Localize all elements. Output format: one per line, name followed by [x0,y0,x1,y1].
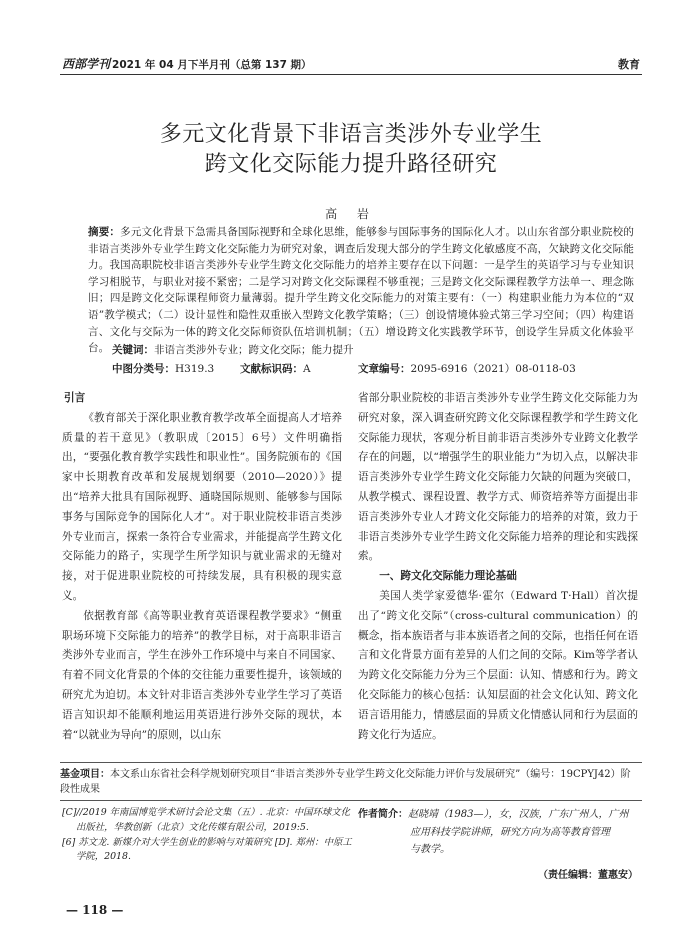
title-line-2: 跨文化交际能力提升路径研究 [204,152,498,177]
page-number: — 118 — [66,903,124,917]
funding-text: 本文系山东省社会科学规划研究项目“非语言类涉外专业学生跨文化交际能力评价与发展研究”（编号：19CPYJ42）阶段性成果 [60,769,631,795]
article-value: 2095-6916（2021）08-0118-03 [410,363,576,375]
abstract-text: 多元文化背景下急需具备国际视野和全球化思维，能够参与国际事务的国际化人才。以山东省部分职业院校的非语言类涉外专业学生跨文化交际能力为研究对象，调查后发现大部分的学生跨文化敏感度不高，欠缺跨文化交际能力。我国高职院校非语言类涉外专业学生跨文化交际能力的培养主要存在以下问题：一是学生的英语学习与专业知识学习相脱节，与职业对接不紧密；二是学习对跨文化交际课程不够重视；三是跨文化交际课程教学方法单一、理念陈旧；四是跨文化交际课程师资力量薄弱。提升学生跨文化交际能力的对策主要有：（一）构建职业能力为本位的“双语”教学模式；（二）设计显性和隐性双重嵌入型跨文化教学策略；（三）创设情境体验式第三学习空间；（四）构建语言、文化与交际为一体的跨文化交际师资队伍培训机制；（五）增设跨文化实践教学环节，创设学生异质文化体验平台。 [88,226,634,355]
journal-header [62,55,312,72]
paragraph-4: 美国人类学家爱德华·霍尔（Edward T·Hall）首次提出了“跨文化交际”（cross-cultural communication）的概念，指本族语者与非本族语者之间的交际，也指任何在语言和文化背景方面有差异的人们之间的交际。Kim等学者认为跨文化交际能力分为三个层面：认知、情感和行为。跨文化交际能力的核心包括：认知层面的社会文化认知、跨文化语言语用能力，情感层面的异质文化情感认同和行为层面的跨文化行为适应。 [358,589,638,741]
bio-line-3: 与教学。 [410,844,450,855]
clc-label: 中图分类号： [112,363,175,375]
bio-label: 作者简介： [358,809,408,820]
funding-rule-top [60,762,642,763]
header-rule [60,74,642,75]
bio-line-1: 赵晓靖（1983—），女，汉族，广东广州人，广州 [408,809,629,820]
title-line-1: 多元文化背景下非语言类涉外专业学生 [159,122,543,147]
section-label: 教育 [618,58,640,71]
bio-line-2: 应用科技学院讲师，研究方向为高等教育管理 [410,826,610,838]
abstract [88,224,634,357]
references [62,806,352,865]
responsible-editor: （责任编辑：董惠安） [538,870,638,881]
body-column-right [358,389,638,745]
article-label: 文章编号： [358,363,411,375]
reference-item: [C]//2019 年南国博览学术研讨会论文集（五）. 北京：中国环球文化出版社，华教创新（北京）文化传媒有限公司，2019:5. [62,807,350,833]
funding-rule-bottom [60,800,642,801]
keywords-text: 非语言类涉外专业；跨文化交际；能力提升 [154,344,354,356]
article-title [60,120,642,180]
body-column-left [62,389,342,745]
keywords [112,342,354,357]
paragraph-2: 依据教育部《高等职业教育英语课程教学要求》“侧重职场环境下交际能力的培养”的教学目标，对于高职非语言类涉外专业而言，学生在涉外工作环境中与来自不同国家、有着不同文化背景的个体的交往能力重要性提升，该领域的研究尤为迫切。本文针对非语言类涉外专业学生学习了英语语言知识却不能顺利地运用英语进行涉外交际的现状，本着“以就业为导向”的原则，以山东 [62,609,342,741]
journal-issue: 2021 年 04 月下半月刊（总第 137 期） [112,59,312,71]
abstract-label: 摘要： [88,226,121,238]
paragraph-1: 《教育部关于深化职业教育教学改革全面提高人才培养质量的若干意见》（教职成〔2015〕6号）文件明确指出，“要强化教育教学实践性和职业性”。国务院颁布的《国家中长期教育改革和发展规划纲要（2010—2020）》提出“培养大批具有国际视野、通晓国际规则、能够参与国际事务与国际竞争的国际化人才”。对于职业院校非语言类涉外专业而言，探索一条符合专业需求，并能提高学生跨文化交际能力的路子，实现学生所学知识与就业需求的无缝对接，对于促进职业院校的可持续发展，具有积极的现实意义。 [62,411,342,602]
doc-value: A [303,363,311,375]
funding-label: 基金项目： [60,769,110,780]
journal-brand: 西部学刊 [62,57,111,71]
funding-note [60,767,640,797]
clc-number [112,361,214,376]
document-code [240,361,311,376]
keywords-label: 关键词： [112,344,154,356]
paragraph-3: 省部分职业院校的非语言类涉外专业学生跨文化交际能力为研究对象，深入调查研究跨文化交际课程教学和学生跨文化交际能力现状，客观分析目前非语言类涉外专业跨文化教学存在的问题，以“增强学生的职业能力”为切入点，以解决非语言类涉外专业学生跨文化交际能力欠缺的问题为突破口，从教学模式、课程设置、教学方式、师资培养等方面提出非语言类涉外专业人才跨文化交际能力的培养的对策，致力于非语言类涉外专业学生跨文化交际能力培养的理论和实践探索。 [358,392,638,563]
article-number [358,361,576,376]
doc-label: 文献标识码： [240,363,303,375]
reference-item: [6] 苏文龙. 新媒介对大学生创业的影响与对策研究 [D]. 郑州：中原工学院，2018. [62,836,352,863]
intro-heading: 引言 [64,392,86,404]
clc-value: H319.3 [175,363,215,375]
author-bio [358,806,643,859]
author-name: 高 岩 [325,207,377,221]
section-1-heading: 一、跨文化交际能力理论基础 [379,570,517,583]
